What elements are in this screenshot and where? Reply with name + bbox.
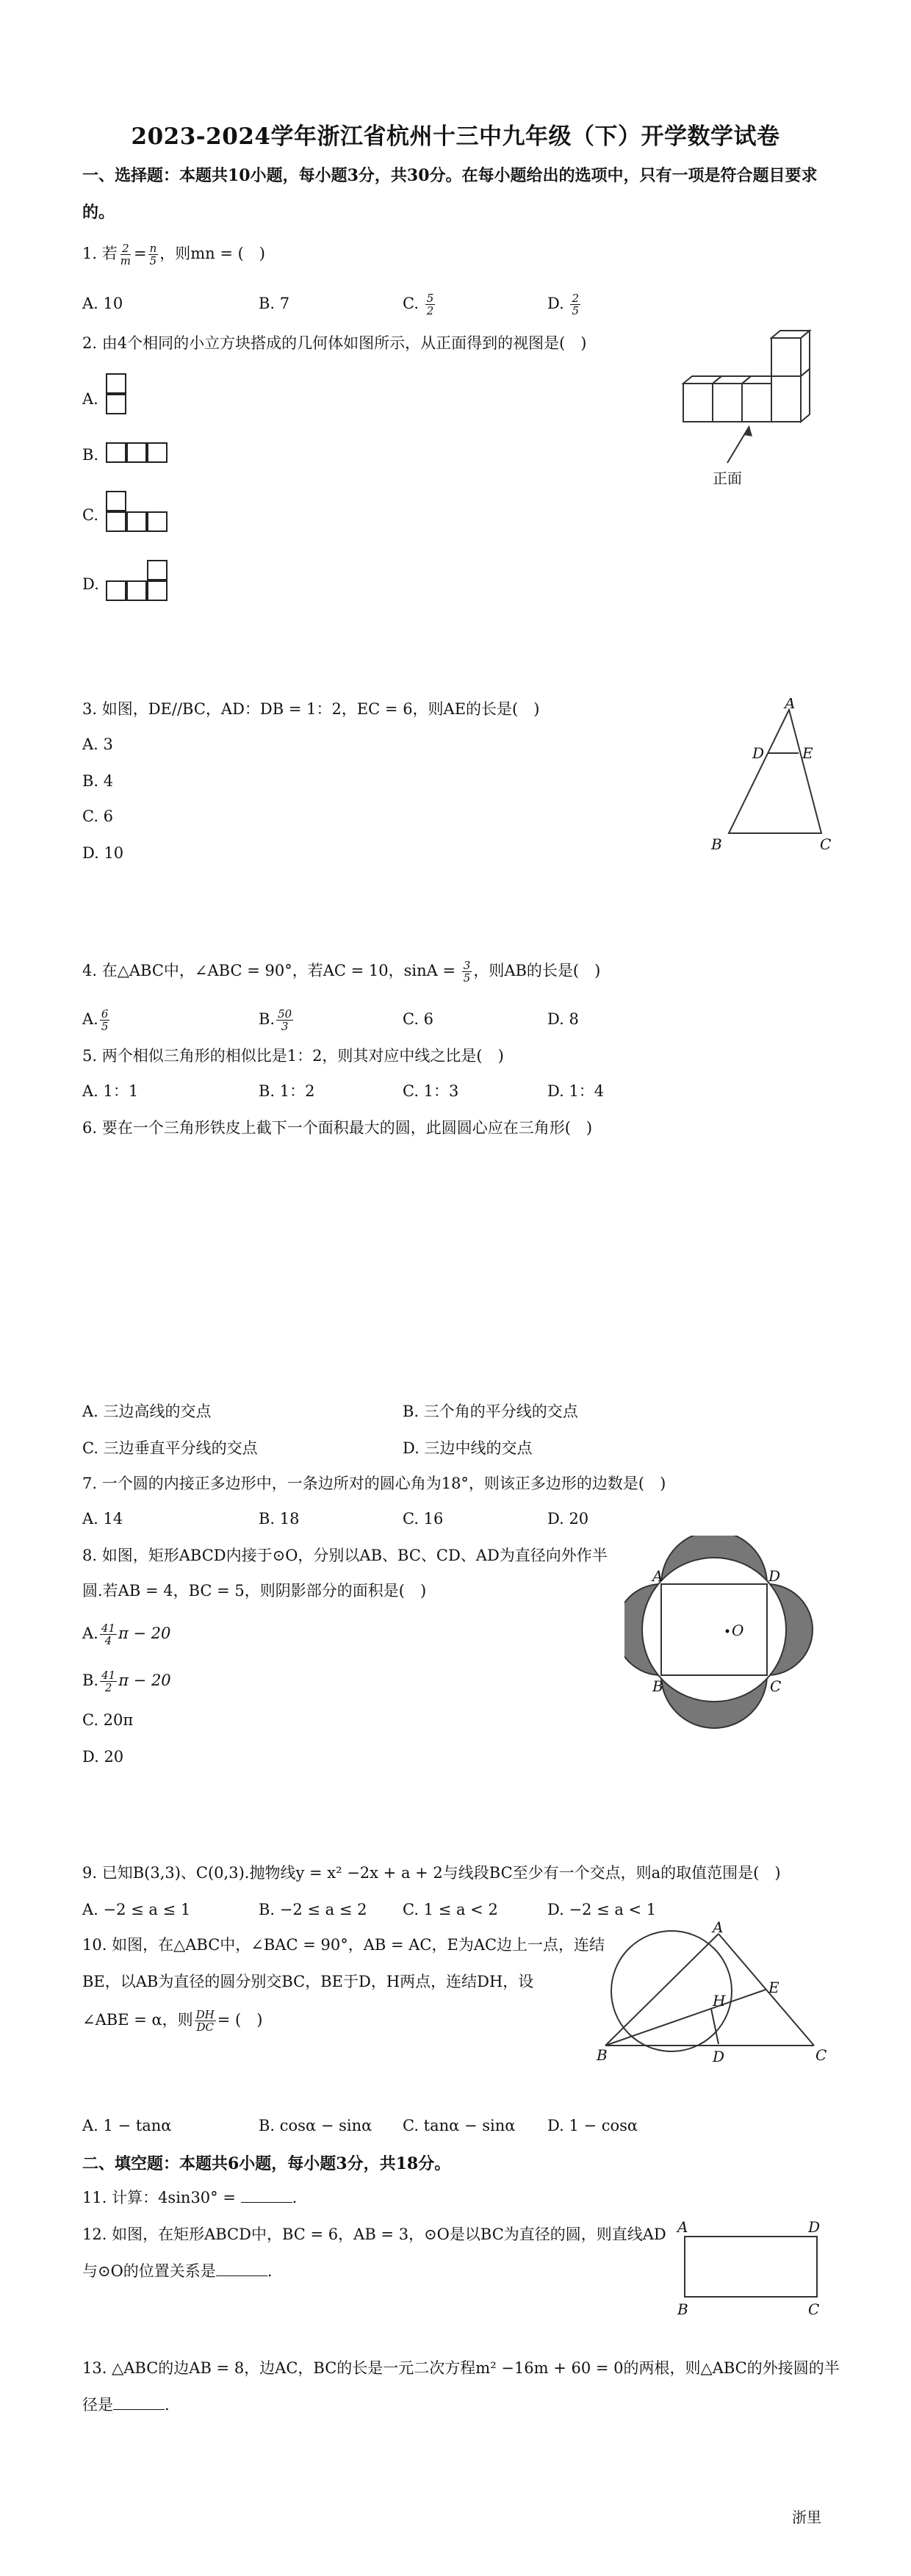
q4-frac-den: 5 <box>463 971 471 985</box>
q12-label-d: D <box>808 2219 821 2236</box>
q8-line2: 圆.若AB = 4，BC = 5，则阴影部分的面积是( ) <box>82 1582 427 1600</box>
q2-option-b-view <box>106 442 172 464</box>
q6-option-c[interactable]: C. 三边垂直平分线的交点 <box>82 1439 258 1457</box>
q9-option-b[interactable]: B. −2 ≤ a ≤ 2 <box>259 1901 367 1918</box>
q8-opta-den: 4 <box>104 1634 112 1647</box>
q12-line1: 12. 如图，在矩形ABCD中，BC = 6，AB = 3，⊙O是以BC为直径的圆，则直线AD <box>82 2226 666 2243</box>
q1-frac2-num: n <box>149 242 157 255</box>
q8-circle-figure <box>624 1536 823 1734</box>
q2-option-b[interactable]: B. <box>82 446 99 464</box>
q1-eq: = <box>133 245 147 262</box>
q3-triangle-figure <box>705 698 838 852</box>
q3-label-a: A <box>785 698 796 712</box>
q12-end: . <box>267 2262 273 2280</box>
q13-line2 <box>82 2394 170 2416</box>
q10-label-b: B <box>597 2046 608 2064</box>
q10-circle-figure <box>595 1919 838 2066</box>
q1-option-c-frac <box>425 292 436 317</box>
q4-option-d[interactable]: D. 8 <box>547 1010 579 1028</box>
q10-label-h: H <box>713 1992 726 2010</box>
q10-label-e: E <box>768 1979 779 1996</box>
q7-option-b[interactable]: B. 18 <box>259 1510 300 1528</box>
q13-line1: 13. △ABC的边AB = 8，边AC，BC的长是一元二次方程m² −16m + 60 = 0的两根，则△ABC的外接圆的半 <box>82 2359 840 2377</box>
q7-option-a[interactable]: A. 14 <box>82 1510 123 1528</box>
q12-label-a: A <box>677 2219 688 2236</box>
q8-option-b[interactable] <box>82 1669 171 1694</box>
q10-line1: 10. 如图，在△ABC中，∠BAC = 90°，AB = AC，E为AC边上一点，连结 <box>82 1936 605 1954</box>
q8-option-a[interactable] <box>82 1622 170 1647</box>
q4-text-a: 4. 在△ABC中，∠ABC = 90°，若AC = 10，sinA = <box>82 962 461 979</box>
q2-stem: 2. 由4个相同的小立方块搭成的几何体如图所示，从正面得到的视图是( ) <box>82 334 587 352</box>
q1-frac1-num: 2 <box>122 242 129 255</box>
q10-option-b[interactable]: B. cosα − sinα <box>259 2117 372 2134</box>
q3-option-a[interactable]: A. 3 <box>82 735 113 753</box>
q7-stem: 7. 一个圆的内接正多边形中，一条边所对的圆心角为18°，则该正多边形的边数是( ) <box>82 1475 666 1492</box>
q10-line3-pre: ∠ABE = α，则 <box>82 2011 193 2029</box>
q12-rectangle-figure <box>669 2219 838 2322</box>
q11-stem <box>82 2187 297 2209</box>
q8-opta-num: 41 <box>101 1622 115 1635</box>
q1-optd-num: 2 <box>572 292 579 305</box>
q8-option-d[interactable]: D. 20 <box>82 1748 124 1766</box>
q9-option-d[interactable]: D. −2 ≤ a < 1 <box>547 1901 657 1918</box>
q8-label-d: D <box>768 1567 781 1585</box>
q1-option-d-label: D. <box>547 295 564 312</box>
q8-option-c[interactable]: C. 20π <box>82 1711 134 1729</box>
q8-label-c: C <box>770 1677 782 1695</box>
q10-line2: BE，以AB为直径的圆分别交BC，BE于D，H两点，连结DH，设 <box>82 1973 534 1990</box>
q11-answer-blank[interactable] <box>241 2187 292 2203</box>
q7-option-c[interactable]: C. 16 <box>403 1510 444 1528</box>
q1-option-c-label: C. <box>403 295 419 312</box>
q2-figure-label: 正面 <box>713 469 742 487</box>
q10-label-d: D <box>713 2048 725 2065</box>
q4-optb-num: 50 <box>278 1007 292 1021</box>
q2-option-a-view <box>106 373 128 417</box>
q6-option-b[interactable]: B. 三个角的平分线的交点 <box>403 1403 578 1420</box>
q5-stem: 5. 两个相似三角形的相似比是1：2，则其对应中线之比是( ) <box>82 1047 504 1065</box>
q2-option-c[interactable]: C. <box>82 506 98 524</box>
q1-option-d-frac <box>570 292 580 317</box>
q13-answer-blank[interactable] <box>113 2395 165 2410</box>
q8-center-dot <box>726 1630 730 1633</box>
q9-stem: 9. 已知B(3,3)、C(0,3).抛物线y = x² −2x + a + 2与线段BC至少有一个交点，则a的取值范围是( ) <box>82 1864 781 1882</box>
q8-option-a-label: A. <box>82 1625 98 1642</box>
q4-option-a-label: A. <box>82 1010 98 1028</box>
q4-option-b-label: B. <box>259 1010 276 1028</box>
q13-end: . <box>165 2396 170 2414</box>
q4-opta-den: 5 <box>101 1020 109 1033</box>
q10-option-a[interactable]: A. 1 − tanα <box>82 2117 172 2134</box>
q5-option-a[interactable]: A. 1：1 <box>82 1082 139 1100</box>
q3-option-b[interactable]: B. 4 <box>82 772 114 790</box>
q3-label-c: C <box>820 835 832 852</box>
q10-line3 <box>82 2009 262 2033</box>
q2-option-c-view <box>106 491 172 535</box>
q2-option-d[interactable]: D. <box>82 575 99 593</box>
q8-option-b-post: π − 20 <box>118 1672 171 1689</box>
q11-text: 11. 计算：4sin30° = <box>82 2189 241 2206</box>
q5-option-d[interactable]: D. 1：4 <box>547 1082 605 1100</box>
q1-stem <box>82 242 265 267</box>
q5-option-b[interactable]: B. 1：2 <box>259 1082 315 1100</box>
q4-frac-num: 3 <box>463 959 471 972</box>
q8-optb-den: 2 <box>104 1681 112 1694</box>
q4-option-b[interactable] <box>259 1008 295 1032</box>
section2-heading: 二、填空题：本题共6小题，每小题3分，共18分。 <box>82 2154 451 2173</box>
q10-frac-den: DC <box>196 2021 214 2034</box>
q1-suffix: ，则mn = ( ) <box>159 245 266 262</box>
q13-line2-text: 径是 <box>82 2396 113 2414</box>
q12-answer-blank[interactable] <box>216 2261 267 2276</box>
q4-option-c[interactable]: C. 6 <box>403 1010 434 1028</box>
q6-stem: 6. 要在一个三角形铁皮上截下一个面积最大的圆，此圆圆心应在三角形( ) <box>82 1119 593 1137</box>
q4-text-b: ，则AB的长是( ) <box>473 962 601 979</box>
q12-line2 <box>82 2260 273 2282</box>
q1-optc-num: 5 <box>426 292 434 305</box>
q10-option-c[interactable]: C. tanα − sinα <box>403 2117 516 2134</box>
q8-label-b: B <box>652 1677 663 1695</box>
q1-optc-den: 2 <box>426 304 434 317</box>
q3-label-d: D <box>752 744 765 762</box>
q12-line2-text: 与⊙O的位置关系是 <box>82 2262 216 2280</box>
q1-option-c[interactable] <box>403 292 436 317</box>
q3-option-d[interactable]: D. 10 <box>82 844 124 862</box>
q3-option-c[interactable]: C. 6 <box>82 807 114 825</box>
q1-frac1-den: m <box>120 254 131 267</box>
q8-label-a: A <box>652 1567 663 1585</box>
q11-end: . <box>292 2189 298 2206</box>
q2-option-a[interactable]: A. <box>82 390 98 408</box>
q6-option-a[interactable]: A. 三边高线的交点 <box>82 1403 212 1420</box>
q1-frac2-den: 5 <box>149 254 157 267</box>
q3-label-e: E <box>802 744 813 762</box>
q1-option-a[interactable]: A. 10 <box>82 295 123 312</box>
q1-option-b[interactable]: B. 7 <box>259 295 290 312</box>
q9-option-c[interactable]: C. 1 ≤ a < 2 <box>403 1901 498 1918</box>
section1-heading-cont: 的。 <box>82 203 115 222</box>
section1-heading: 一、选择题：本题共10小题，每小题3分，共30分。在每小题给出的选项中，只有一项是符合题目要求 <box>82 166 818 185</box>
q10-label-c: C <box>815 2046 827 2064</box>
q4-option-a-frac <box>100 1008 110 1032</box>
q10-option-d[interactable]: D. 1 − cosα <box>547 2117 638 2134</box>
q4-optb-den: 3 <box>281 1020 289 1033</box>
q4-stem <box>82 960 600 984</box>
q8-option-b-label: B. <box>82 1672 99 1689</box>
q8-line1: 8. 如图，矩形ABCD内接于⊙O，分别以AB、BC、CD、AD为直径向外作半 <box>82 1547 608 1564</box>
q7-option-d[interactable]: D. 20 <box>547 1510 589 1528</box>
q3-stem: 3. 如图，DE//BC，AD：DB = 1：2，EC = 6，则AE的长是( ) <box>82 700 540 718</box>
q4-option-b-frac <box>276 1008 293 1032</box>
q10-line3-post: = ( ) <box>217 2011 263 2029</box>
q8-option-b-frac <box>100 1669 117 1694</box>
q8-optb-num: 41 <box>101 1669 116 1682</box>
q8-label-o: O <box>732 1622 744 1639</box>
q10-frac <box>195 2009 216 2033</box>
q4-option-a[interactable] <box>82 1008 111 1032</box>
q1-option-d[interactable] <box>547 292 582 317</box>
q10-label-a: A <box>713 1919 724 1936</box>
q2-option-d-view <box>106 560 172 604</box>
q2-cube-figure <box>676 323 838 492</box>
q9-option-a[interactable]: A. −2 ≤ a ≤ 1 <box>82 1901 191 1918</box>
q5-option-c[interactable]: C. 1：3 <box>403 1082 459 1100</box>
q1-frac1 <box>119 242 132 267</box>
q3-label-b: B <box>711 835 722 852</box>
q12-label-b: B <box>677 2300 688 2318</box>
q4-opta-num: 6 <box>101 1007 109 1021</box>
q10-frac-num: DH <box>195 2008 215 2021</box>
q1-frac2 <box>148 242 159 267</box>
q1-prefix: 1. 若 <box>82 245 118 262</box>
q6-option-d[interactable]: D. 三边中线的交点 <box>403 1439 533 1457</box>
q4-frac <box>462 960 472 984</box>
q8-option-a-post: π − 20 <box>118 1625 171 1642</box>
q12-label-c: C <box>808 2300 820 2318</box>
q8-option-a-frac <box>100 1622 117 1647</box>
page-title: 2023-2024学年浙江省杭州十三中九年级（下）开学数学试卷 <box>131 123 780 150</box>
footer-text: 浙里 <box>792 2508 821 2526</box>
q1-optd-den: 5 <box>572 304 579 317</box>
